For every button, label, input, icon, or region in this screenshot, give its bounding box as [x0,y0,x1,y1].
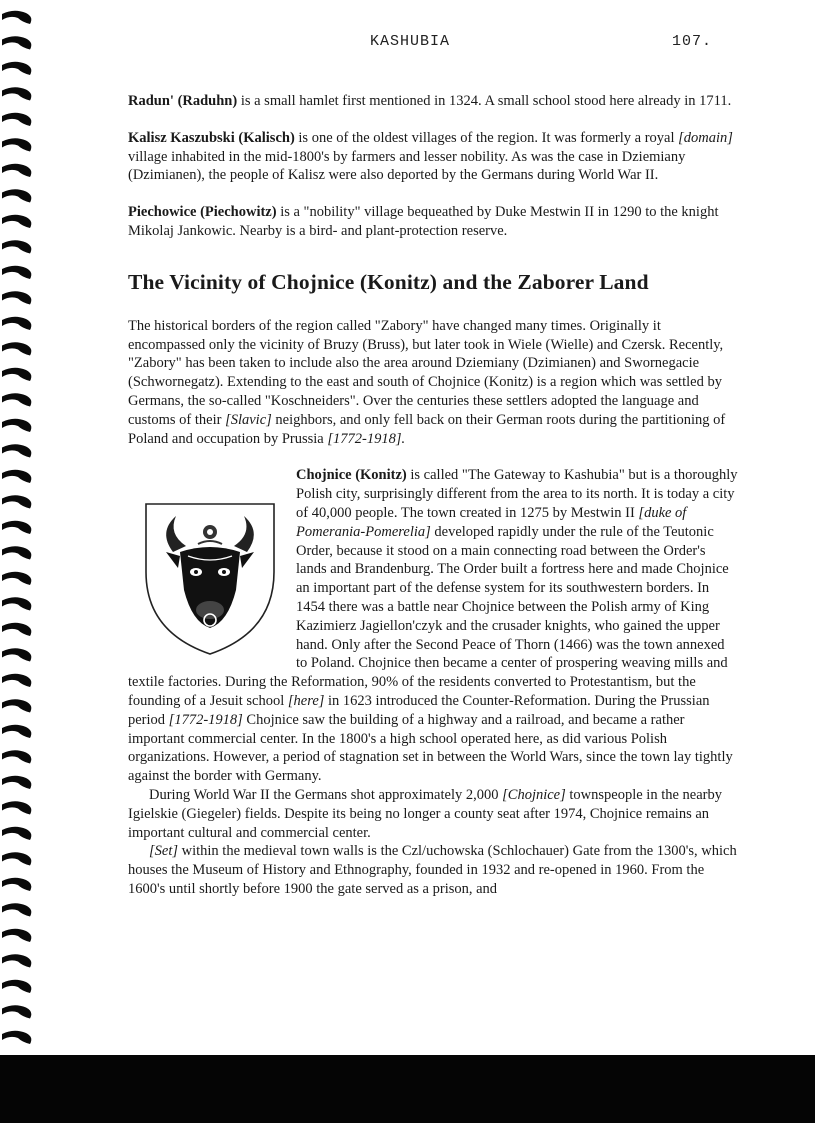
binding-coil [2,342,31,355]
editorial-note: [Slavic] [225,411,272,428]
binding-coil [2,597,31,610]
entry-text: is one of the oldest villages of the region. It was formerly a royal [294,129,679,146]
section-intro: The historical borders of the region called "Zabory" have changed many times. Originally it encompassed only the vicinity of Bruzy (Bruss), but later took in Wiele (Wielle) and Czersk. Recently, "Zabory" has been taken to include also the area around Dziemiany (Dzimianen) and Swornegacie (Schwornegatz). Extending to the east and south of Chojnice (Konitz) is a region which was settled by Germans, the so-called "Koschneiders". Over the centuries these settlers adopted the language and customs of their [Slavic] neighbors, and only fell back on their German roots during the partitioning of Poland and occupation by Prussia [1772-1918]. [128,317,726,447]
page-number: 107. [672,33,713,50]
binding-coil [2,980,31,993]
binding-coil [2,725,31,738]
binding-coil [2,929,31,942]
running-header [0,33,815,57]
ww2-paragraph: During World War II the Germans shot approximately 2,000 [Chojnice] townspeople in the nearby Igielskie (Giegeler) fields. Despite its being no longer a county seat after 1974, Chojnice remains an important cultural and commercial center. [128,786,723,841]
binding-coil [2,648,31,661]
binding-coil [2,1031,31,1044]
entry-name: Kalisz Kaszubski (Kalisch) [128,129,295,146]
header-title: KASHUBIA [370,33,451,50]
binding-coil [2,495,31,508]
binding-coil [2,827,31,840]
entry-text: is a "nobility" village bequeathed by Duke Mestwin II in 1290 to the knight Mikolaj Jankowic. Nearby is a bird- and plant-protection reserve. [128,204,719,239]
binding-coil [2,266,31,279]
binding-coil [2,291,31,304]
binding-coil [2,164,31,177]
binding-coil [2,852,31,865]
editorial-note: [duke of Pomerania-Pomerelia] [296,504,687,540]
binding-coil [2,954,31,967]
binding-coil [2,87,31,100]
binding-coil [2,470,31,483]
binding-coil [2,776,31,789]
editorial-note: [1772-1918] [168,711,243,728]
binding-coil [2,1005,31,1018]
binding-coil [2,189,31,202]
editorial-note: [Chojnice] [502,786,566,803]
binding-coil [2,903,31,916]
binding-coil [2,138,31,151]
binding-coil [2,215,31,228]
chojnice-paragraph: Chojnice (Konitz) is called "The Gateway to Kashubia" but is a thoroughly Polish city, surprisingly different from the area to its north. It is today a city of 40,000 people. The town created in 1275 by Mestwin II [duke of Pomerania-Pomerelia] developed rapidly under the rule of the Teutonic Order, because it stood on a main connecting road between the Order's lands and Brandenburg. The Order built a fortress here and made Chojnice an important part of the defense system for its southwestern borders. In 1454 there was a battle near Chojnice between the Polish army of King Kazimierz Jagiellon'czyk and the crusader knights, who gained the upper hand. Only after the Second Peace of Thorn (1466) was the town annexed to Poland. Chojnice then became a center of prospering weaving mills and textile factories. During the Reformation, 90% of the residents converted to Protestantism, but the founding of a Jesuit school [here] in 1623 introduced the Counter-Reformation. During the Prussian period [1772-1918] Chojnice saw the building of a highway and a railroad, and became a rather important commercial center. In the 1800's a high school operated here, as did various Polish organizations. However, a period of stagnation set in between the World Wars, since the town lay tightly against the border with Germany. [128,467,738,785]
entry-radun [128,92,738,111]
binding-coil [2,801,31,814]
page-body [128,92,738,899]
binding-coil [2,393,31,406]
section-heading: The Vicinity of Chojnice (Konitz) and the Zaborer Land [128,269,649,294]
binding-coil [2,546,31,559]
binding-coil [2,444,31,457]
binding-coil [2,878,31,891]
binding-coil [2,521,31,534]
binding-coil [2,240,31,253]
entry-piechowice [128,203,738,241]
binding-coil [2,699,31,712]
binding-coil [2,62,31,75]
spiral-binding [0,0,46,1055]
binding-coil [2,419,31,432]
binding-coil [2,623,31,636]
editorial-note: [domain] [678,129,733,146]
entry-text: is a small hamlet first mentioned in 1324. A small school stood here already in 1711. [237,93,732,109]
binding-coil [2,674,31,687]
binding-coil [2,11,31,24]
binding-coil [2,317,31,330]
entry-kalisz [128,129,738,185]
binding-coil [2,572,31,585]
entry-name: Radun' (Raduhn) [128,93,238,109]
entry-name: Chojnice (Konitz) [296,467,407,484]
scan-bottom-edge [0,1055,815,1123]
editorial-note: [1772-1918]. [327,430,406,447]
chojnice-coat-of-arms [128,472,288,662]
entry-text: village inhabited in the mid-1800's by farmers and lesser nobility. As was the case in Dziemiany (Dzimianen), the people of Kalisz were also deported by the Germans during World War II. [128,148,686,184]
editorial-note: [here] [287,692,325,709]
binding-coil [2,368,31,381]
entry-name: Piechowice (Piechowitz) [128,204,277,221]
editorial-note: [Set] [149,843,178,860]
binding-coil [2,113,31,126]
binding-coil [2,750,31,763]
gate-paragraph: [Set] within the medieval town walls is the Czl/uchowska (Schlochauer) Gate from the 1300's, which houses the Museum of History and Ethnography, founded in 1932 and re-opened in 1960. From the 1600's until shortly before 1900 the gate served as a prison, and [128,843,737,897]
